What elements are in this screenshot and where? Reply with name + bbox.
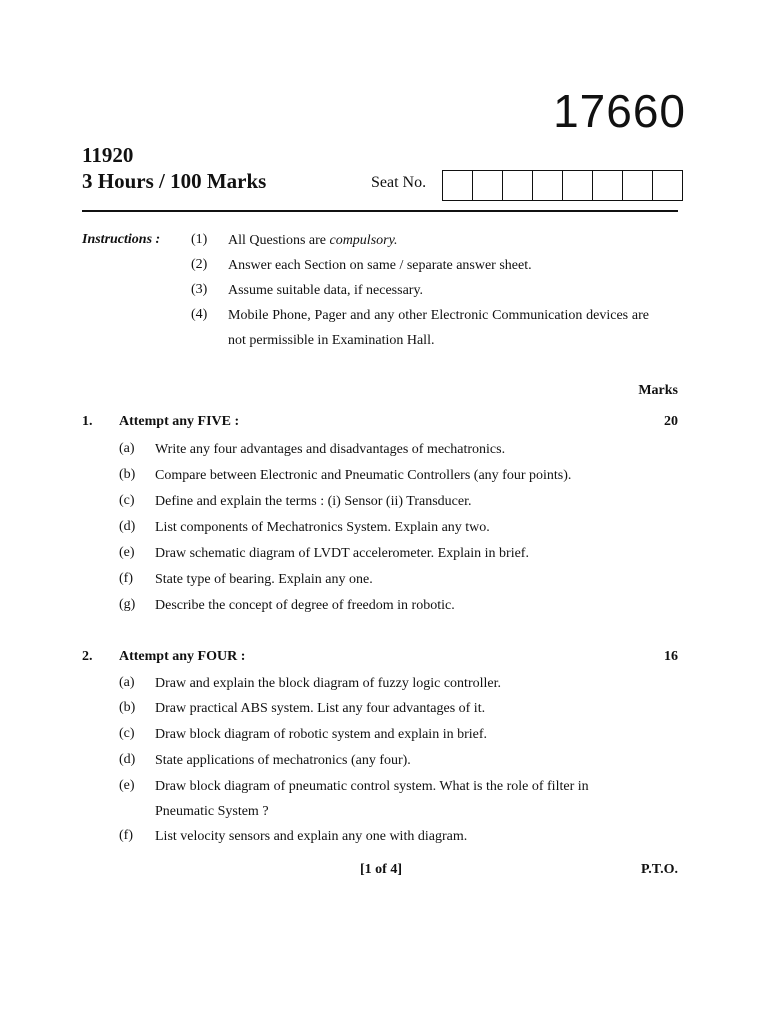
sub-question-letter: (f) <box>119 571 133 586</box>
instructions-label: Instructions : <box>82 232 161 247</box>
sub-question-text: List velocity sensors and explain any one with diagram. <box>155 829 468 844</box>
sub-question-text: Compare between Electronic and Pneumatic Controllers (any four points). <box>155 468 572 483</box>
question-marks: 16 <box>664 649 678 664</box>
duration-marks: 3 Hours / 100 Marks <box>82 169 267 193</box>
seat-box <box>563 171 593 200</box>
instruction-number: (4) <box>191 307 208 322</box>
sub-question-letter: (a) <box>119 441 135 456</box>
instruction-text: Assume suitable data, if necessary. <box>228 283 424 298</box>
sub-question-letter: (e) <box>119 545 135 560</box>
seat-number-label: Seat No. <box>371 174 427 191</box>
sub-question-text: Describe the concept of degree of freedom in robotic. <box>155 598 455 613</box>
sub-question-text: Draw block diagram of robotic system and explain in brief. <box>155 727 488 742</box>
sub-question-letter: (c) <box>119 493 135 508</box>
question-number: 1. <box>82 414 93 429</box>
question-heading: Attempt any FOUR : <box>119 649 246 664</box>
sub-question-letter: (f) <box>119 828 133 843</box>
sub-question-letter: (b) <box>119 700 136 715</box>
seat-box <box>473 171 503 200</box>
please-turn-over: P.T.O. <box>641 862 678 877</box>
seat-number-boxes <box>442 170 683 201</box>
sub-question-letter: (d) <box>119 519 136 534</box>
sub-question-letter: (a) <box>119 675 135 690</box>
question-number: 2. <box>82 649 93 664</box>
sub-question-text: Write any four advantages and disadvantages of mechatronics. <box>155 442 506 457</box>
sub-question-text: State applications of mechatronics (any four). <box>155 753 411 768</box>
seat-box <box>623 171 653 200</box>
sub-question-letter: (b) <box>119 467 136 482</box>
header-divider <box>82 210 678 212</box>
sub-question-letter: (d) <box>119 752 136 767</box>
sub-question-text: Draw schematic diagram of LVDT accelerometer. Explain in brief. <box>155 546 529 561</box>
instruction-number: (1) <box>191 232 208 247</box>
sub-question-text: List components of Mechatronics System. Explain any two. <box>155 520 490 535</box>
question-heading: Attempt any FIVE : <box>119 414 240 429</box>
seat-box <box>533 171 563 200</box>
question-marks: 20 <box>664 414 678 429</box>
instruction-text: Mobile Phone, Pager and any other Electronic Communication devices are not permissible in Examination Hall. <box>228 308 649 348</box>
sub-question-text: Draw block diagram of pneumatic control system. What is the role of filter in Pneumatic System ? <box>155 779 589 819</box>
sub-question-letter: (e) <box>119 778 135 793</box>
sub-question-text: Define and explain the terms : (i) Sensor (ii) Transducer. <box>155 494 472 509</box>
instruction-number: (2) <box>191 257 208 272</box>
instruction-text: All Questions are compulsory. <box>228 233 398 248</box>
subject-code: 11920 <box>82 143 134 167</box>
seat-box <box>443 171 473 200</box>
marks-column-heading: Marks <box>638 383 678 398</box>
page-number: [1 of 4] <box>360 862 402 877</box>
paper-code: 17660 <box>553 85 686 137</box>
instruction-number: (3) <box>191 282 208 297</box>
sub-question-text: Draw and explain the block diagram of fuzzy logic controller. <box>155 676 501 691</box>
sub-question-letter: (g) <box>119 597 136 612</box>
sub-question-letter: (c) <box>119 726 135 741</box>
sub-question-text: State type of bearing. Explain any one. <box>155 572 373 587</box>
seat-box <box>653 171 682 200</box>
seat-box <box>593 171 623 200</box>
sub-question-text: Draw practical ABS system. List any four advantages of it. <box>155 701 486 716</box>
instruction-text: Answer each Section on same / separate answer sheet. <box>228 258 532 273</box>
seat-box <box>503 171 533 200</box>
